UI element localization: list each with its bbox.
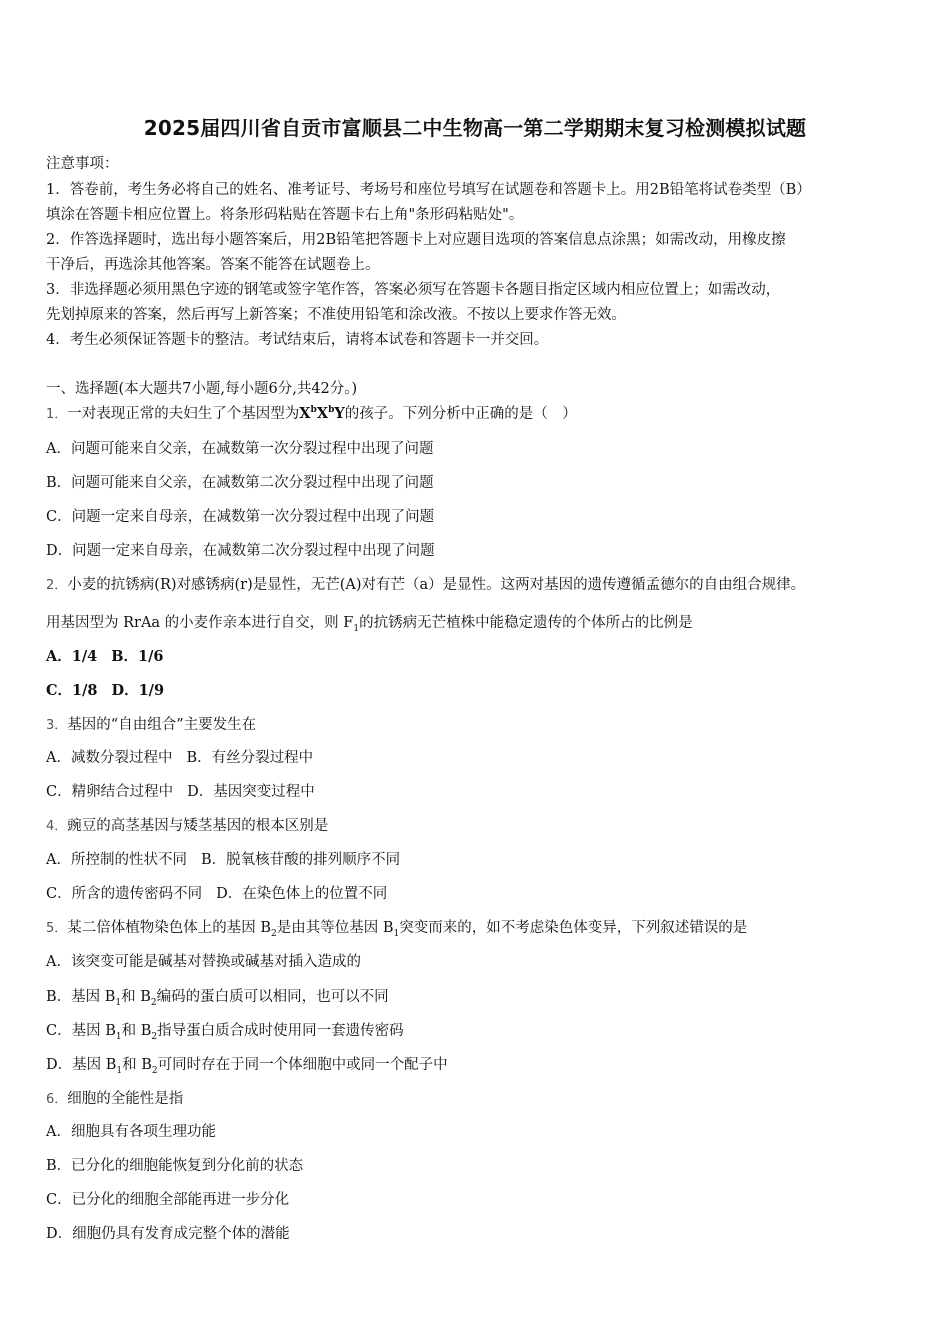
option-row: [46, 746, 313, 767]
question-number: 4．: [46, 819, 68, 834]
option-c: C．已分化的细胞全部能再进一步分化: [46, 1192, 290, 1208]
notice-line: 填涂在答题卡相应位置上。将条形码粘贴在答题卡右上角"条形码粘贴处"。: [46, 207, 524, 223]
option-b: B．脱氧核苷酸的排列顺序不同: [200, 852, 401, 868]
option-d: D．基因 $B_1$和 $B_2$可同时存在于同一个体细胞中或同一个配子中: [46, 1057, 448, 1076]
option-a: A．减数分裂过程中: [46, 750, 173, 766]
option-a: A．细胞具有各项生理功能: [46, 1124, 216, 1140]
option-b: B．问题可能来自父亲，在减数第二次分裂过程中出现了问题: [46, 475, 434, 491]
option-a: A．所控制的性状不同: [46, 852, 187, 868]
option-a: A．问题可能来自父亲，在减数第一次分裂过程中出现了问题: [46, 441, 434, 457]
option-row: [46, 679, 164, 700]
notice-line: 2．作答选择题时，选出每小题答案后，用2B铅笔把答题卡上对应题目选项的答案信息点涂黑；如需改动，用橡皮擦: [46, 232, 786, 248]
notice-heading: 注意事项：: [46, 156, 119, 172]
question-number: 3．: [46, 718, 68, 733]
option-c: C．所含的遗传密码不同: [46, 886, 203, 902]
question-6: 6．细胞的全能性是指: [46, 1091, 184, 1107]
notice-line: 先划掉原来的答案，然后再写上新答案；不准使用铅笔和涂改液。不按以上要求作答无效。: [46, 307, 626, 323]
option-b: B．有丝分裂过程中: [186, 750, 314, 766]
question-4: 4．豌豆的高茎基因与矮茎基因的根本区别是: [46, 818, 329, 834]
question-number: 5．: [46, 921, 68, 936]
option-d: D．基因突变过程中: [187, 784, 315, 800]
option-d: D．在染色体上的位置不同: [216, 886, 388, 902]
option-c: C．基因 $B_1$和 $B_2$指导蛋白质合成时使用同一套遗传密码: [46, 1023, 404, 1042]
option-b: B．基因 $B_1$和 $B_2$编码的蛋白质可以相同，也可以不同: [46, 989, 389, 1008]
option-d: D．1/9: [111, 682, 165, 699]
option-c: C．1/8: [46, 682, 98, 699]
option-b: B．1/6: [111, 648, 164, 665]
option-a: A．1/4: [46, 648, 98, 665]
option-row: [46, 848, 400, 869]
notice-line: 4．考生必须保证答题卡的整洁。考试结束后，请将本试卷和答题卡一并交回。: [46, 332, 549, 348]
notice-line: 3．非选择题必须用黑色字迹的钢笔或签字笔作答，答案必须写在答题卡各题目指定区域内相应位置上；如需改动，: [46, 282, 781, 298]
question-5: 5．某二倍体植物染色体上的基因 $B_2$是由其等位基因 $B_1$突变而来的，如不考虑染色体变异，下列叙述错误的是: [46, 920, 748, 939]
question-number: 2．: [46, 578, 68, 593]
option-d: D．问题一定来自母亲，在减数第二次分裂过程中出现了问题: [46, 543, 435, 559]
option-c: C．问题一定来自母亲，在减数第一次分裂过程中出现了问题: [46, 509, 435, 525]
option-row: [46, 882, 387, 903]
option-c: C．精卵结合过程中: [46, 784, 174, 800]
option-row: [46, 780, 315, 801]
notice-line: 1．答卷前，考生务必将自己的姓名、准考证号、考场号和座位号填写在试题卷和答题卡上。用2B铅笔将试卷类型（B）: [46, 182, 811, 198]
section-heading: 一、选择题(本大题共7小题,每小题6分,共42分。): [46, 381, 358, 397]
option-d: D．细胞仍具有发育成完整个体的潜能: [46, 1226, 290, 1242]
page-title: 2025届四川省自贡市富顺县二中生物高一第二学期期末复习检测模拟试题: [143, 116, 807, 140]
question-3: 3．基因的“自由组合”主要发生在: [46, 717, 257, 733]
notice-line: 干净后，再选涂其他答案。答案不能答在试题卷上。: [46, 257, 380, 273]
option-b: B．已分化的细胞能恢复到分化前的状态: [46, 1158, 304, 1174]
question-2: 2．小麦的抗锈病(R)对感锈病(r)是显性，无芒(A)对有芒（a）是显性。这两对基因的遗传遵循孟德尔的自由组合规律。: [46, 577, 806, 593]
question-number: 1．: [46, 407, 68, 422]
option-a: A．该突变可能是碱基对替换或碱基对插入造成的: [46, 954, 361, 970]
question-2-cont: 用基因型为 RrAa 的小麦作亲本进行自交，则 $F_1$的抗锈病无芒植株中能稳定遗传的个体所占的比例是: [46, 615, 693, 634]
question-1: 1．一对表现正常的夫妇生了个基因型为$X^bX^bY$的孩子。下列分析中正确的是（ ）: [46, 405, 577, 422]
question-number: 6．: [46, 1092, 68, 1107]
option-row: [46, 645, 163, 666]
